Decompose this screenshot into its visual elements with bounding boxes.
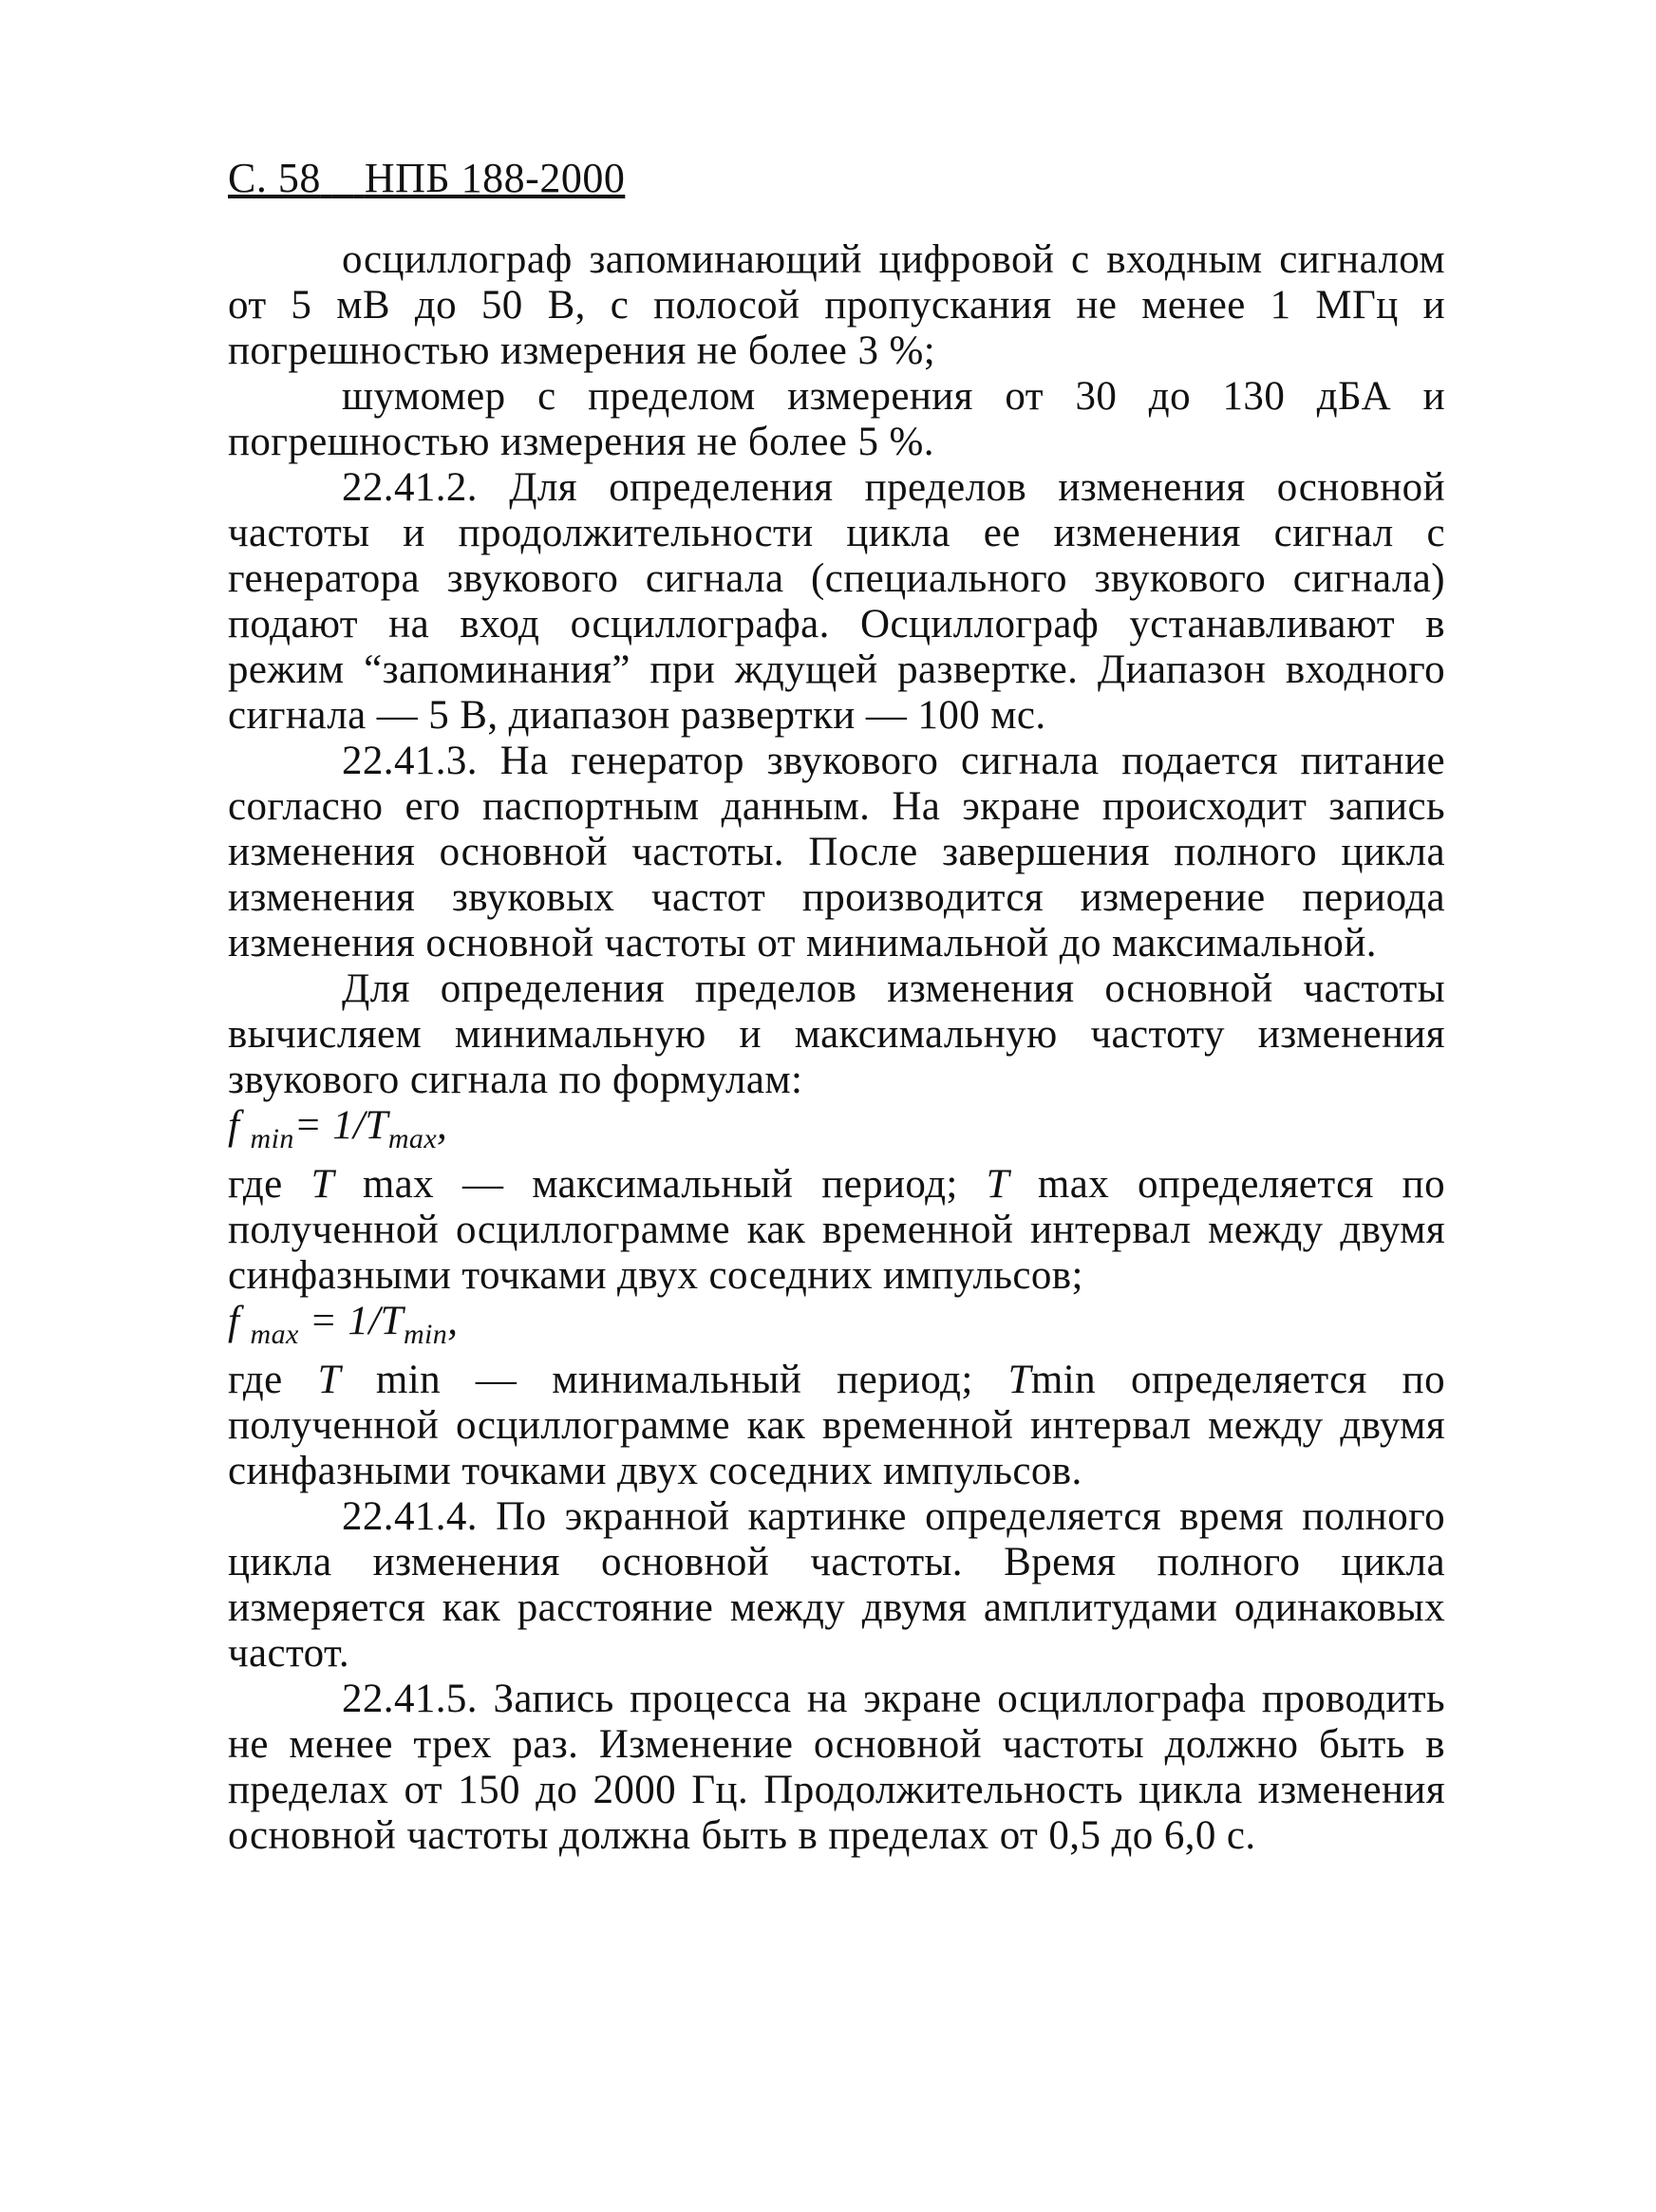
list-item: осциллограф запоминающий цифровой с входным сигналом от 5 мВ до 50 В, с полосой пропускания не менее 1 МГц и погрешностью измерения не более 3 %; [228,237,1445,373]
formula-f-min: f $_{min}= 1/T_{max}$, [228,1103,448,1154]
page-header [228,154,625,203]
document-code: НПБ 188-2000 [364,155,626,201]
paragraph-22-41-2: 22.41.2. Для определения пределов изменения основной частоты и продолжительности цикла ее изменения сигнал с генератора звукового сигнала (специального звукового сигнала) подают на вход осциллографа. Осциллограф устанавливают в режим “запоминания” при ждущей развертке. Диапазон входного сигнала — 5 В, диапазон развертки — 100 мс. [228,465,1445,738]
formula-f-max: f $_{max} = 1/T_{min}$, [228,1299,459,1350]
page-number: С. 58 [228,155,321,201]
paragraph-22-41-5: 22.41.5. Запись процесса на экране осциллографа проводить не менее трех раз. Изменение основной частоты должно быть в пределах от 150 до 2000 Гц. Продолжительность цикла изменения основной частоты должна быть в пределах от 0,5 до 6,0 с. [228,1677,1445,1858]
document-body [228,237,1445,1859]
where-t-max: где T max — максимальный период; T max определяется по полученной осциллограмме как временной интервал между двумя синфазными точками двух соседних импульсов; [228,1162,1445,1298]
paragraph-22-41-3: 22.41.3. На генератор звукового сигнала подается питание согласно его паспортным данным. На экране происходит запись изменения основной частоты. После завершения полного цикла изменения звуковых частот производится измерение периода изменения основной частоты от минимальной до максимальной. [228,739,1445,965]
where-t-min: где T min — минимальный период; Tmin определяется по полученной осциллограмме как временной интервал между двумя синфазными точками двух соседних импульсов. [228,1358,1445,1493]
list-item: шумомер с пределом измерения от 30 до 130 дБА и погрешностью измерения не более 5 %. [228,374,1445,464]
paragraph-formula-intro: Для определения пределов изменения основной частоты вычисляем минимальную и максимальную частоту изменения звукового сигнала по формулам: [228,966,1445,1102]
paragraph-22-41-4: 22.41.4. По экранной картинке определяется время полного цикла изменения основной частоты. Время полного цикла измеряется как расстояние между двумя амплитудами одинаковых частот. [228,1494,1445,1676]
